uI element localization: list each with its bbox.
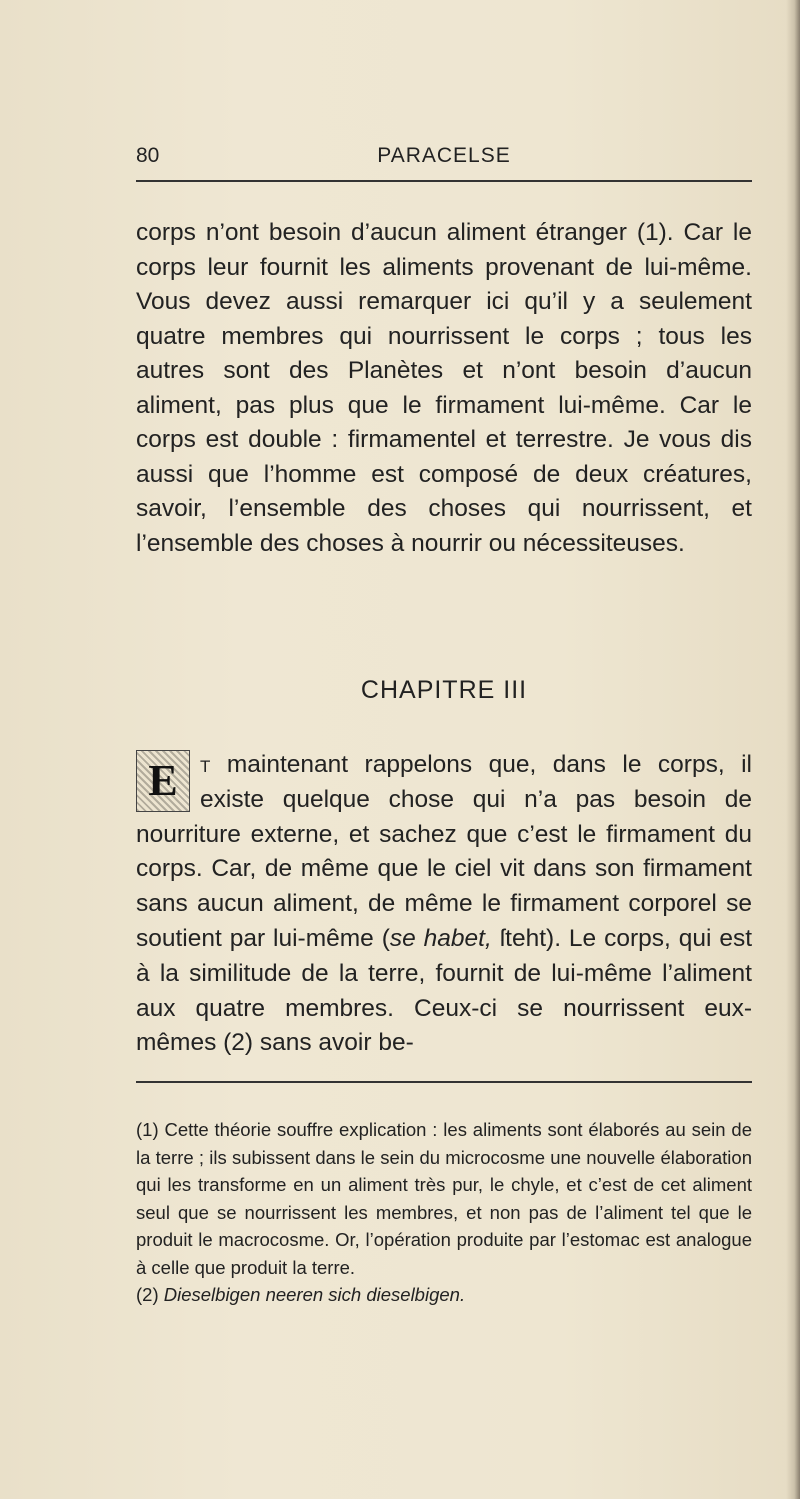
- page-header: [136, 140, 752, 176]
- chapter-text-part3: ). Le corps, qui est à la similitude de la terre, fournit de lui-même l’aliment aux quatre membres. Ceux-ci se nourrissent eux-mêmes (2) sans avoir be-: [136, 924, 753, 1057]
- body-paragraph: corps n’ont besoin d’aucun aliment étranger (1). Car le corps leur fournit les aliments provenant de lui-même. Vous devez aussi remarquer ici qu’il y a seulement quatre membres qui nourrissent le corps ; tous les autres sont des Planètes et n’ont besoin d’aucun aliment, pas plus que le firmament lui-même. Car le corps est double : firmamentel et terrestre. Je vous dis aussi que l’homme est composé de deux créatures, savoir, l’ensemble des choses qui nourrissent, et l’ensemble des choses à nourrir ou nécessiteuses.: [136, 219, 752, 557]
- chapter-text-part2: [492, 925, 500, 952]
- footnote-1: (1) Cette théorie souffre explication : les aliments sont élaborés au sein de la terre ; ils subissent dans le sein du microcosme une nouvelle élaboration qui les transforme en un aliment très pur, le chyle, et c’est de cet aliment seul que se nourrissent les membres, et non pas de l’aliment tel que le produit le macrocosme. Or, l’opération produite par l’estomac est analogue à celle que produit la terre.: [136, 1119, 752, 1278]
- chapter-title: CHAPITRE III: [360, 676, 528, 704]
- header-rule: [136, 180, 752, 182]
- german-word: ſteht: [499, 924, 547, 952]
- lead-letter: t: [200, 751, 211, 778]
- page-number: 80: [136, 144, 160, 167]
- footnote-rule: [136, 1081, 752, 1083]
- footnote-2: [136, 1281, 752, 1309]
- chapter-paragraph: [136, 748, 752, 1061]
- dropcap-initial: E: [136, 750, 190, 812]
- body-text: [136, 216, 752, 561]
- footnotes: [136, 1116, 752, 1309]
- footnote-2-marker: (2): [136, 1284, 164, 1305]
- chapter-text: [136, 748, 752, 1061]
- chapter-text-part1: maintenant rappelons que, dans le corps, il existe quelque chose qui n’a pas besoin de nourriture externe, et sachez que c’est le firmament du corps. Car, de même que le ciel vit dans son firmament sans aucun aliment, de même le firmament corporel se soutient par lui-même (: [136, 751, 752, 952]
- running-title: PARACELSE: [377, 144, 511, 167]
- page-edge-shadow: [786, 0, 800, 1499]
- latin-phrase: se habet,: [389, 924, 492, 952]
- footnote-2-text: Dieselbigen neeren sich dieselbigen.: [163, 1284, 466, 1305]
